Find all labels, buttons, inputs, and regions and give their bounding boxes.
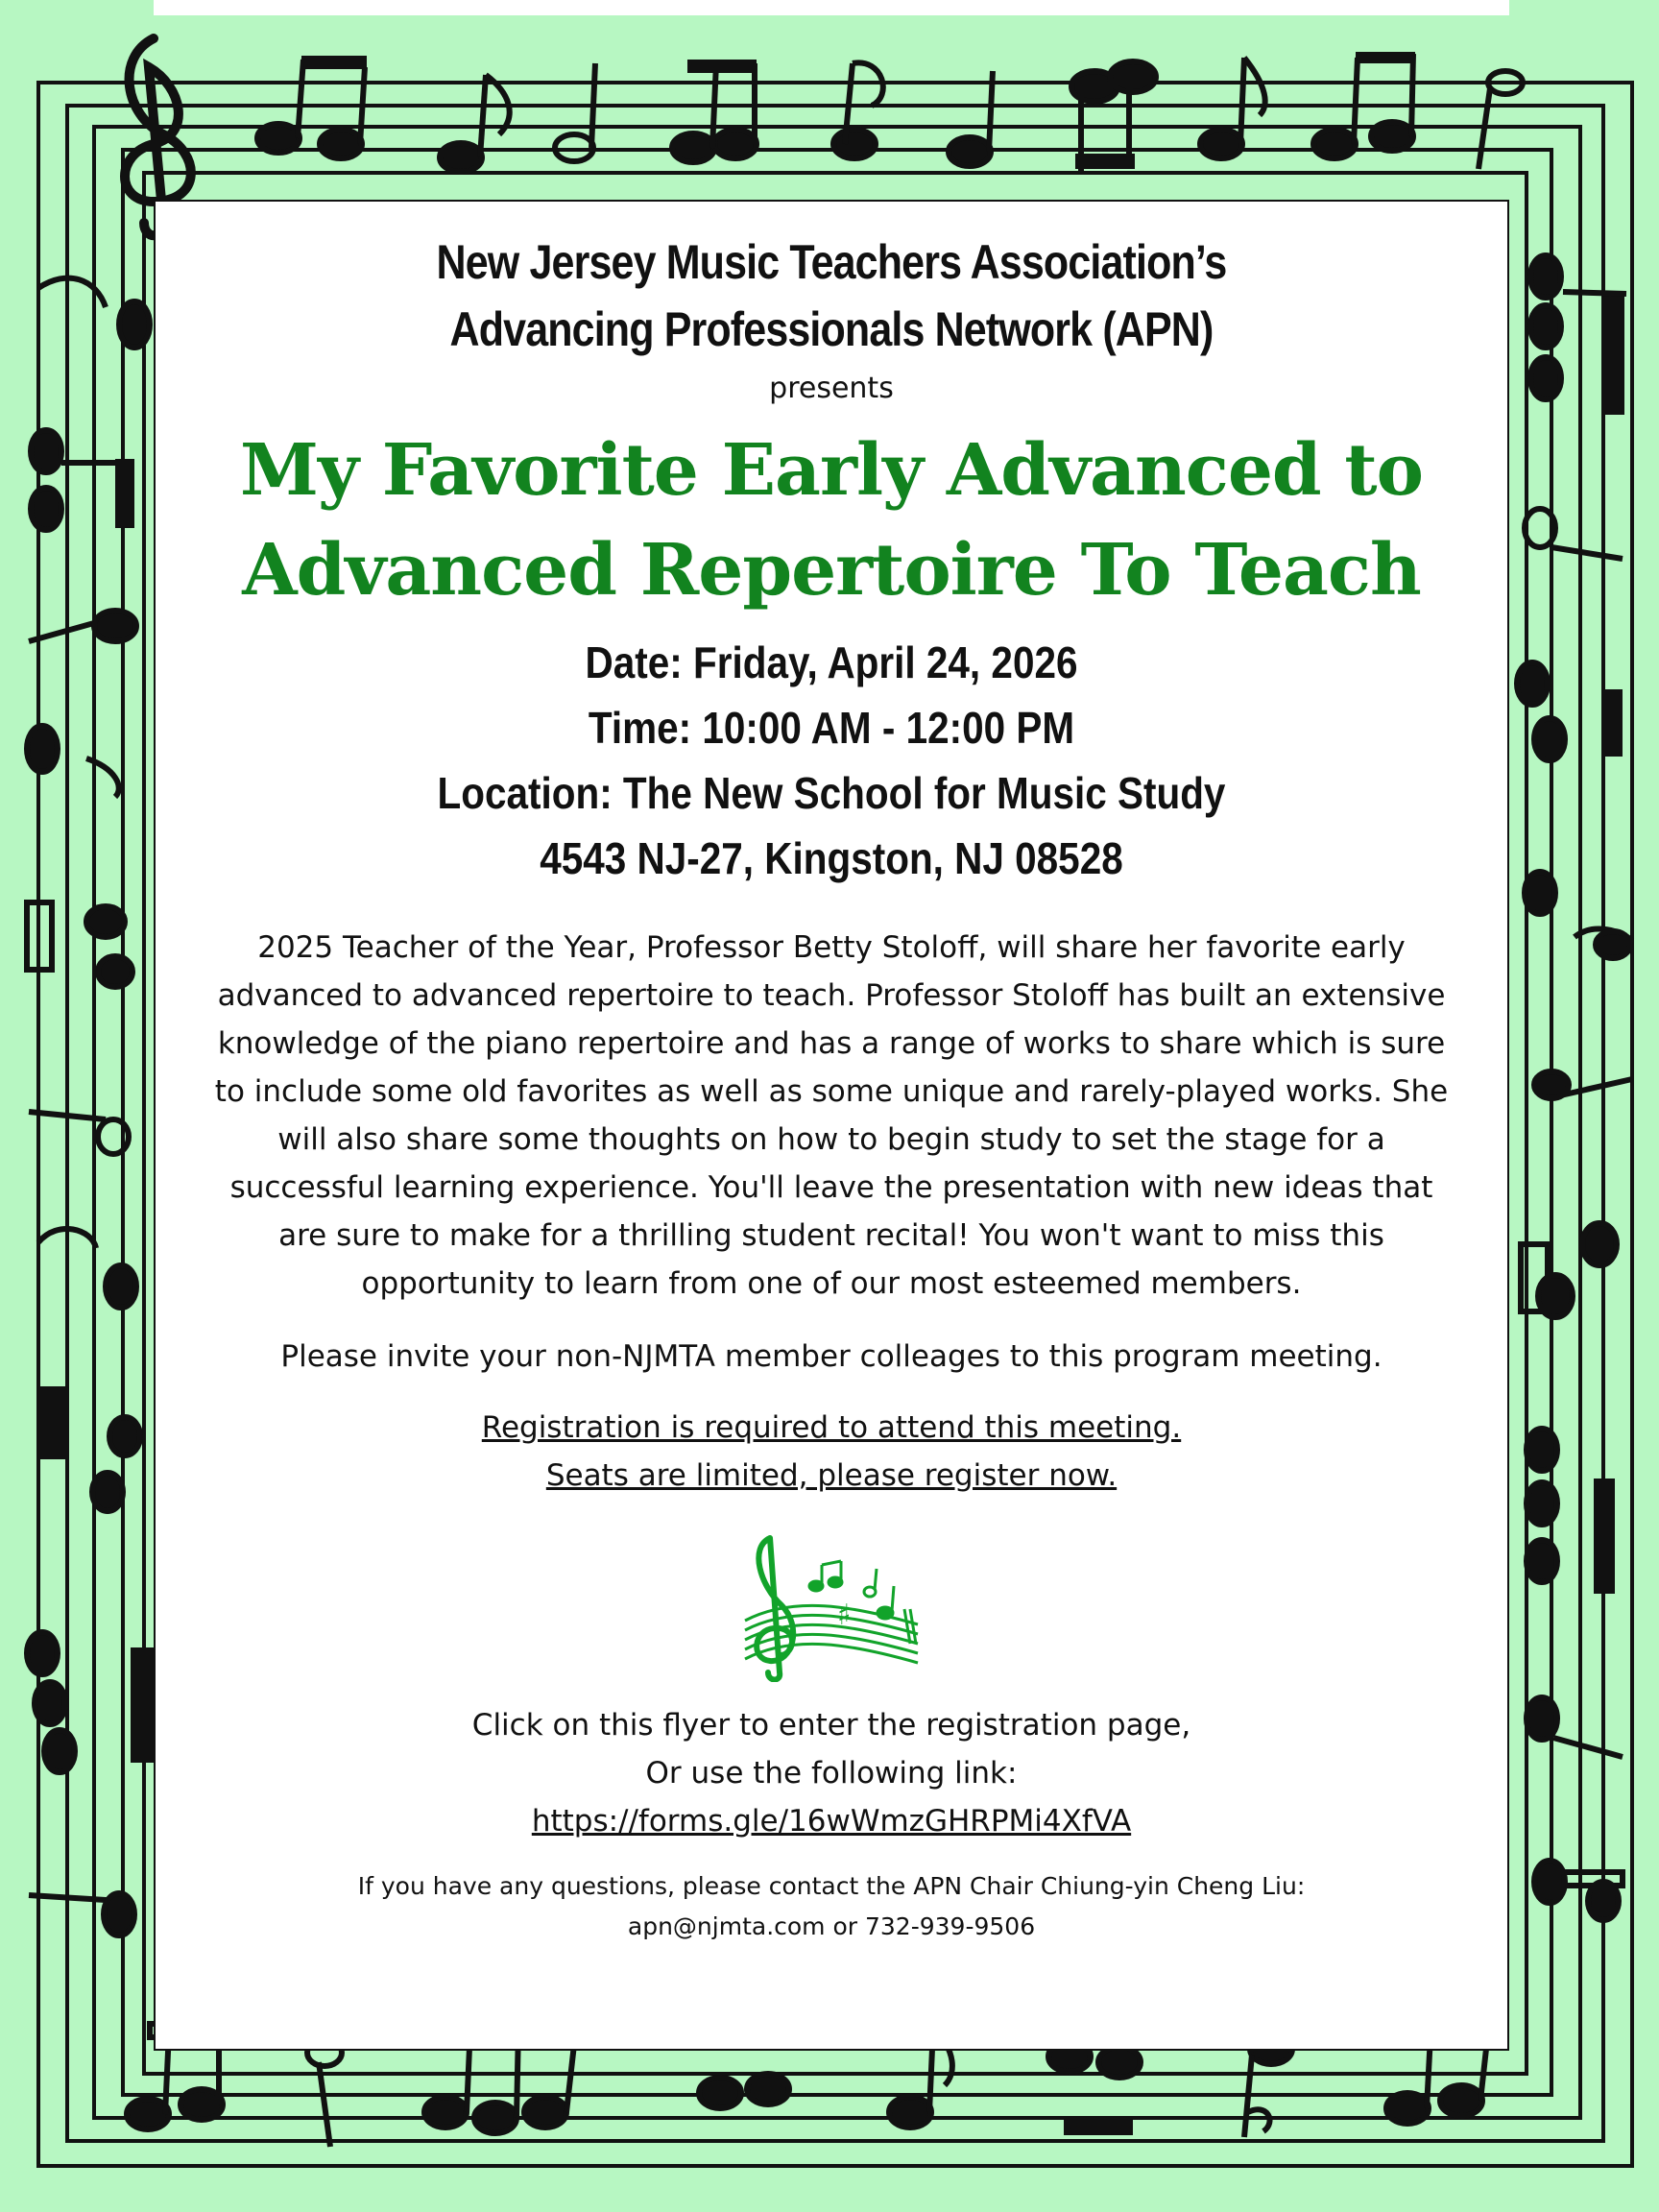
registration-link[interactable]: https://forms.gle/16wWmzGHRPMi4XfVA: [531, 1804, 1132, 1839]
flyer-content[interactable]: [154, 200, 1509, 1947]
event-date: Date: Friday, April 24, 2026: [585, 637, 1078, 687]
event-description: 2025 Teacher of the Year, Professor Betty Stoloff, will share her favorite early advanced to advanced repertoire to teach. Professor Stoloff has built an extensive knowledge of the piano repertoire and has a range of works to share which is sure to include some old favorites as well as some unique and rarely-played works. She will also share some thoughts on how to begin study to set the stage for a successful learning experience. You'll leave the presentation with new ideas that are sure to make for a thrilling student recital! You won't want to miss this opportunity to learn from one of our most esteemed members.: [214, 930, 1449, 1301]
event-details: [235, 630, 1429, 891]
registration-line-2: Seats are limited, please register now.: [545, 1458, 1118, 1493]
contact-info: [154, 1866, 1509, 1947]
registration-note: [154, 1404, 1509, 1500]
org-line-1: New Jersey Music Teachers Association’s: [436, 235, 1227, 289]
contact-line-2: apn@njmta.com or 732-939-9506: [627, 1912, 1036, 1940]
treble-clef-notes-icon: [735, 1528, 927, 1682]
event-address: 4543 NJ-27, Kingston, NJ 08528: [540, 833, 1123, 883]
title-line-2: Advanced Repertoire To Teach: [242, 529, 1421, 612]
event-title: [154, 421, 1509, 620]
registration-line-1: Registration is required to attend this meeting.: [481, 1410, 1182, 1445]
event-time: Time: 10:00 AM - 12:00 PM: [588, 703, 1075, 753]
presents-text: presents: [769, 372, 894, 405]
invite-note: Please invite your non-NJMTA member colleages to this program meeting.: [280, 1339, 1382, 1374]
registration-cta: [154, 1701, 1509, 1845]
svg-text:♯: ♯: [837, 1599, 852, 1632]
organization-name: [249, 228, 1414, 363]
event-location: Location: The New School for Music Study: [437, 768, 1226, 818]
org-line-2: Advancing Professionals Network (APN): [449, 302, 1214, 356]
contact-line-1: If you have any questions, please contact the APN Chair Chiung-yin Cheng Liu:: [357, 1872, 1306, 1900]
title-line-1: My Favorite Early Advanced to: [240, 429, 1423, 512]
cta-line-2: Or use the following link:: [645, 1756, 1018, 1791]
cta-line-1: Click on this flyer to enter the registration page,: [471, 1708, 1191, 1743]
